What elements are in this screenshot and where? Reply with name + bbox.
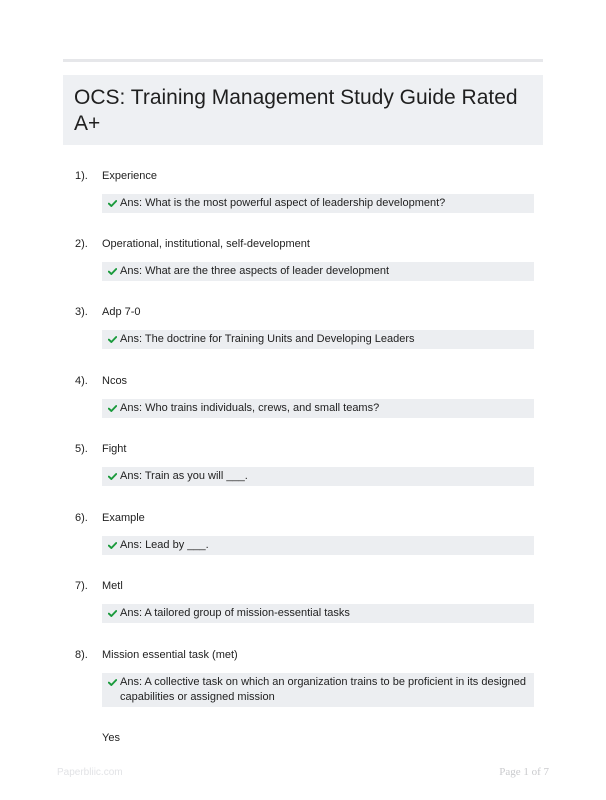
answer-box [102, 467, 534, 486]
item-number: 1). [75, 170, 88, 182]
page-number: Page 1 of 7 [499, 766, 549, 778]
answer-box [102, 536, 534, 555]
checkmark-icon [108, 405, 117, 412]
checkmark-icon [108, 336, 117, 343]
item-number: 4). [75, 375, 88, 387]
answer-box [102, 604, 534, 623]
item-number: 8). [75, 649, 88, 661]
answer-text: Ans: A tailored group of mission-essential tasks [120, 607, 350, 619]
item-number: 6). [75, 512, 88, 524]
answer-text: Ans: Who trains individuals, crews, and small teams? [120, 402, 380, 414]
answer-box [102, 399, 534, 418]
top-rule [63, 59, 543, 62]
answer-text: Ans: What is the most powerful aspect of leadership development? [120, 197, 446, 209]
checkmark-icon [108, 473, 117, 480]
checkmark-icon [108, 610, 117, 617]
item-term: Fight [102, 443, 127, 455]
item-number: 5). [75, 443, 88, 455]
checkmark-icon [108, 679, 117, 686]
answer-box [102, 330, 534, 349]
checkmark-icon [108, 542, 117, 549]
checkmark-icon [108, 268, 117, 275]
item-term: Mission essential task (met) [102, 649, 238, 661]
item-number: 7). [75, 580, 88, 592]
answer-text: Ans: A collective task on which an organization trains to be proficient in its designed capabilities or assigned mission [120, 676, 527, 703]
item-term: Adp 7-0 [102, 306, 141, 318]
answer-text: Ans: Train as you will ___. [120, 470, 248, 482]
answer-box [102, 262, 534, 281]
item-term: Operational, institutional, self-development [102, 238, 310, 250]
checkmark-icon [108, 200, 117, 207]
item-number: 3). [75, 306, 88, 318]
item-term: Example [102, 512, 145, 524]
answer-text: Ans: Lead by ___. [120, 539, 209, 551]
item-number: 2). [75, 238, 88, 250]
item-term: Yes [102, 732, 120, 744]
answer-text: Ans: What are the three aspects of leader development [120, 265, 390, 277]
answer-box [102, 673, 534, 707]
item-term: Ncos [102, 375, 128, 387]
item-term: Metl [102, 580, 123, 592]
page-title: OCS: Training Management Study Guide Rated A+ [74, 86, 518, 135]
answer-text: Ans: The doctrine for Training Units and Developing Leaders [120, 333, 415, 345]
item-term: Experience [102, 170, 158, 182]
answer-box [102, 194, 534, 213]
title-banner [63, 75, 543, 145]
footer-watermark: Paperbliic.com [57, 767, 123, 778]
